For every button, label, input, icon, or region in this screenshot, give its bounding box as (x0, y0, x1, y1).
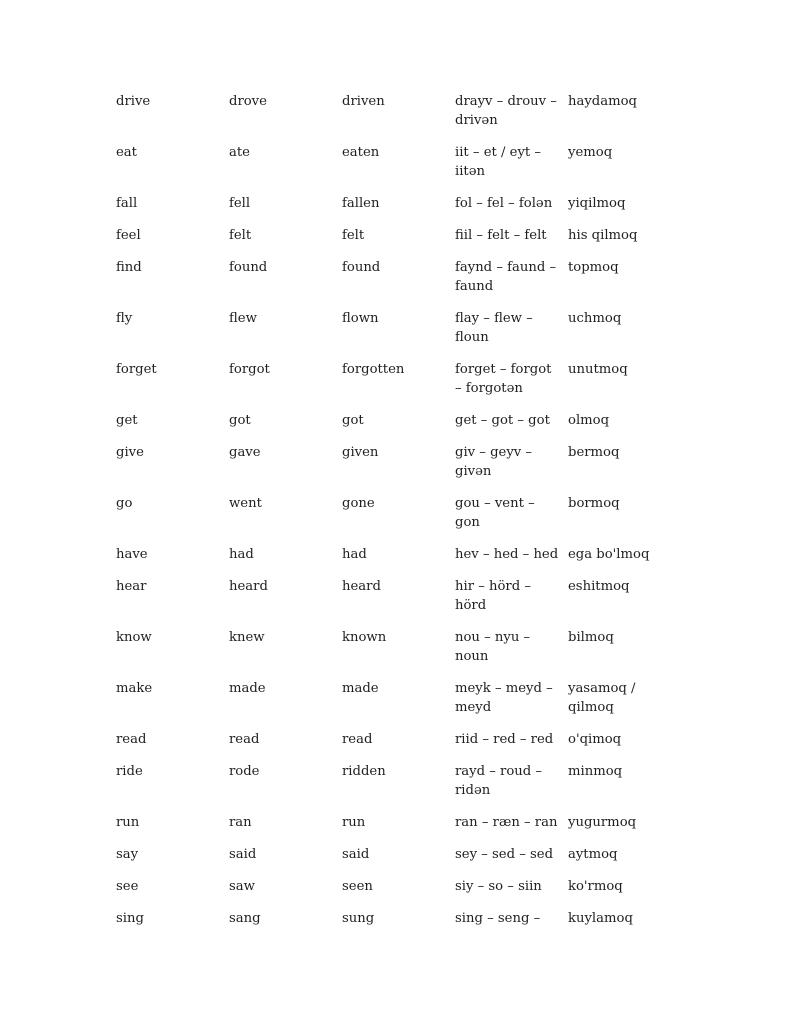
past-simple-cell: read (229, 732, 260, 747)
pronunciation-cell: iit – et / eyt – iitən (455, 145, 541, 179)
pronunciation-cell: sing – seng – (455, 911, 541, 926)
base-form-cell: run (116, 815, 140, 830)
base-form-cell: hear (116, 579, 147, 594)
past-participle-cell: sung (342, 911, 375, 926)
past-participle-cell: seen (342, 879, 373, 894)
translation-cell: yasamoq / qilmoq (568, 681, 636, 715)
table-row (112, 877, 672, 909)
past-simple-cell: found (229, 260, 268, 275)
past-simple-cell: felt (229, 228, 252, 243)
pronunciation-cell: gou – vent – gon (455, 496, 535, 530)
past-participle-cell: forgotten (342, 362, 405, 377)
past-simple-cell: drove (229, 94, 267, 109)
pronunciation-cell: hev – hed – hed (455, 547, 559, 562)
pronunciation-cell: faynd – faund – faund (455, 260, 557, 294)
pronunciation-cell: sey – sed – sed (455, 847, 554, 862)
pronunciation-cell: meyk – meyd – meyd (455, 681, 553, 715)
base-form-cell: ride (116, 764, 143, 779)
past-simple-cell: got (229, 413, 251, 428)
past-participle-cell: eaten (342, 145, 380, 160)
translation-cell: haydamoq (568, 94, 637, 109)
base-form-cell: find (116, 260, 142, 275)
irregular-verbs-table (112, 92, 672, 941)
pronunciation-cell: hir – hörd – hörd (455, 579, 531, 613)
past-participle-cell: read (342, 732, 373, 747)
pronunciation-cell: fiil – felt – felt (455, 228, 547, 243)
translation-cell: kuylamoq (568, 911, 633, 926)
base-form-cell: feel (116, 228, 141, 243)
base-form-cell: make (116, 681, 153, 696)
table-row (112, 194, 672, 226)
past-simple-cell: said (229, 847, 257, 862)
table-row (112, 309, 672, 360)
base-form-cell: drive (116, 94, 151, 109)
past-participle-cell: said (342, 847, 370, 862)
translation-cell: eshitmoq (568, 579, 630, 594)
table-row (112, 411, 672, 443)
past-simple-cell: forgot (229, 362, 270, 377)
translation-cell: minmoq (568, 764, 623, 779)
past-simple-cell: made (229, 681, 266, 696)
base-form-cell: have (116, 547, 148, 562)
pronunciation-cell: get – got – got (455, 413, 550, 428)
past-simple-cell: saw (229, 879, 255, 894)
translation-cell: aytmoq (568, 847, 618, 862)
past-simple-cell: flew (229, 311, 257, 326)
translation-cell: yiqilmoq (568, 196, 626, 211)
translation-cell: yemoq (568, 145, 613, 160)
table-row (112, 762, 672, 813)
past-simple-cell: heard (229, 579, 268, 594)
past-participle-cell: found (342, 260, 381, 275)
pronunciation-cell: flay – flew – floun (455, 311, 533, 345)
translation-cell: his qilmoq (568, 228, 638, 243)
translation-cell: bormoq (568, 496, 620, 511)
past-participle-cell: run (342, 815, 366, 830)
past-simple-cell: ate (229, 145, 250, 160)
table-row (112, 845, 672, 877)
base-form-cell: give (116, 445, 144, 460)
translation-cell: o'qimoq (568, 732, 622, 747)
past-participle-cell: felt (342, 228, 365, 243)
translation-cell: yugurmoq (568, 815, 637, 830)
table-row (112, 360, 672, 411)
table-row (112, 679, 672, 730)
table-row (112, 545, 672, 577)
table-row (112, 92, 672, 143)
pronunciation-cell: rayd – roud – ridən (455, 764, 543, 798)
translation-cell: topmoq (568, 260, 619, 275)
table-row (112, 443, 672, 494)
past-participle-cell: driven (342, 94, 385, 109)
table-row (112, 813, 672, 845)
base-form-cell: eat (116, 145, 137, 160)
pronunciation-cell: riid – red – red (455, 732, 554, 747)
base-form-cell: go (116, 496, 133, 511)
past-participle-cell: known (342, 630, 387, 645)
table-row (112, 494, 672, 545)
past-simple-cell: knew (229, 630, 265, 645)
base-form-cell: sing (116, 911, 144, 926)
translation-cell: bermoq (568, 445, 620, 460)
table-row (112, 226, 672, 258)
past-simple-cell: rode (229, 764, 260, 779)
translation-cell: olmoq (568, 413, 610, 428)
past-simple-cell: sang (229, 911, 261, 926)
past-participle-cell: fallen (342, 196, 380, 211)
past-participle-cell: gone (342, 496, 375, 511)
base-form-cell: say (116, 847, 139, 862)
table-row (112, 730, 672, 762)
base-form-cell: forget (116, 362, 157, 377)
translation-cell: uchmoq (568, 311, 622, 326)
verbs-table-body (112, 92, 672, 941)
table-row (112, 909, 672, 941)
pronunciation-cell: fol – fel – folən (455, 196, 553, 211)
translation-cell: bilmoq (568, 630, 614, 645)
past-participle-cell: made (342, 681, 379, 696)
table-row (112, 258, 672, 309)
base-form-cell: fall (116, 196, 138, 211)
past-participle-cell: got (342, 413, 364, 428)
base-form-cell: know (116, 630, 152, 645)
past-participle-cell: heard (342, 579, 381, 594)
pronunciation-cell: giv – geyv – givən (455, 445, 533, 479)
pronunciation-cell: siy – so – siin (455, 879, 542, 894)
table-row (112, 143, 672, 194)
base-form-cell: fly (116, 311, 133, 326)
base-form-cell: see (116, 879, 139, 894)
past-simple-cell: fell (229, 196, 251, 211)
past-participle-cell: given (342, 445, 379, 460)
translation-cell: ega bo'lmoq (568, 547, 650, 562)
table-row (112, 628, 672, 679)
translation-cell: unutmoq (568, 362, 628, 377)
translation-cell: ko'rmoq (568, 879, 623, 894)
past-participle-cell: ridden (342, 764, 386, 779)
pronunciation-cell: drayv – drouv – drivən (455, 94, 557, 128)
pronunciation-cell: nou – nyu – noun (455, 630, 531, 664)
past-simple-cell: had (229, 547, 254, 562)
past-simple-cell: ran (229, 815, 252, 830)
past-participle-cell: had (342, 547, 367, 562)
table-row (112, 577, 672, 628)
pronunciation-cell: ran – ræn – ran (455, 815, 558, 830)
base-form-cell: read (116, 732, 147, 747)
past-participle-cell: flown (342, 311, 379, 326)
base-form-cell: get (116, 413, 138, 428)
pronunciation-cell: forget – forgot – forgotən (455, 362, 552, 396)
past-simple-cell: gave (229, 445, 261, 460)
past-simple-cell: went (229, 496, 262, 511)
